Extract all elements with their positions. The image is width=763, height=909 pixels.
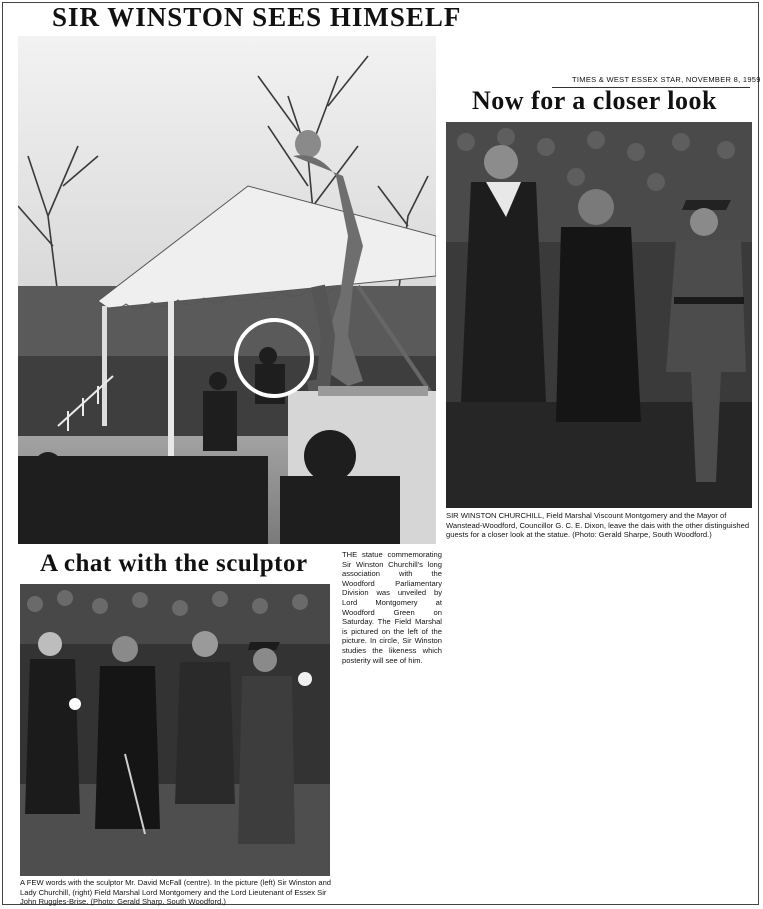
sculptor-chat-photo — [20, 584, 330, 876]
sculptor-chat-caption: A FEW words with the sculptor Mr. David McFall (centre). In the picture (left) Sir Winston and Lady Churchill, (right) Field Marshal Lord Montgomery and the Lord Lieutenant of Essex Sir John Ruggles-Brise. (Photo: Gerald Sharp, South Woodford.) — [20, 878, 332, 907]
main-headline: SIR WINSTON SEES HIMSELF — [52, 2, 462, 32]
sculptor-chat-headline: A chat with the sculptor — [40, 550, 308, 577]
closer-look-photo — [446, 122, 752, 508]
closer-look-headline: Now for a closer look — [472, 86, 717, 115]
closer-look-caption: SIR WINSTON CHURCHILL, Field Marshal Viscount Montgomery and the Mayor of Wanstead-Woodford, Councillor G. C. E. Dixon, leave the dais with the other distinguished guests for a closer look at the statue. (Photo: Gerald Sharpe, South Woodford.) — [446, 511, 750, 540]
statue-unveiling-caption: THE statue commemorating Sir Winston Churchill's long association with the Woodford Parliamentary Division was unveiled by Lord Montgomery at Woodford Green on Saturday. The Field Marshal is pictured on the left of the picture. In circle, Sir Winston studies the likeness which posterity will see of him. — [342, 550, 442, 665]
newspaper-dateline: TIMES & WEST ESSEX STAR, NOVEMBER 8, 1959 — [572, 75, 761, 84]
statue-unveiling-photo — [18, 36, 436, 544]
